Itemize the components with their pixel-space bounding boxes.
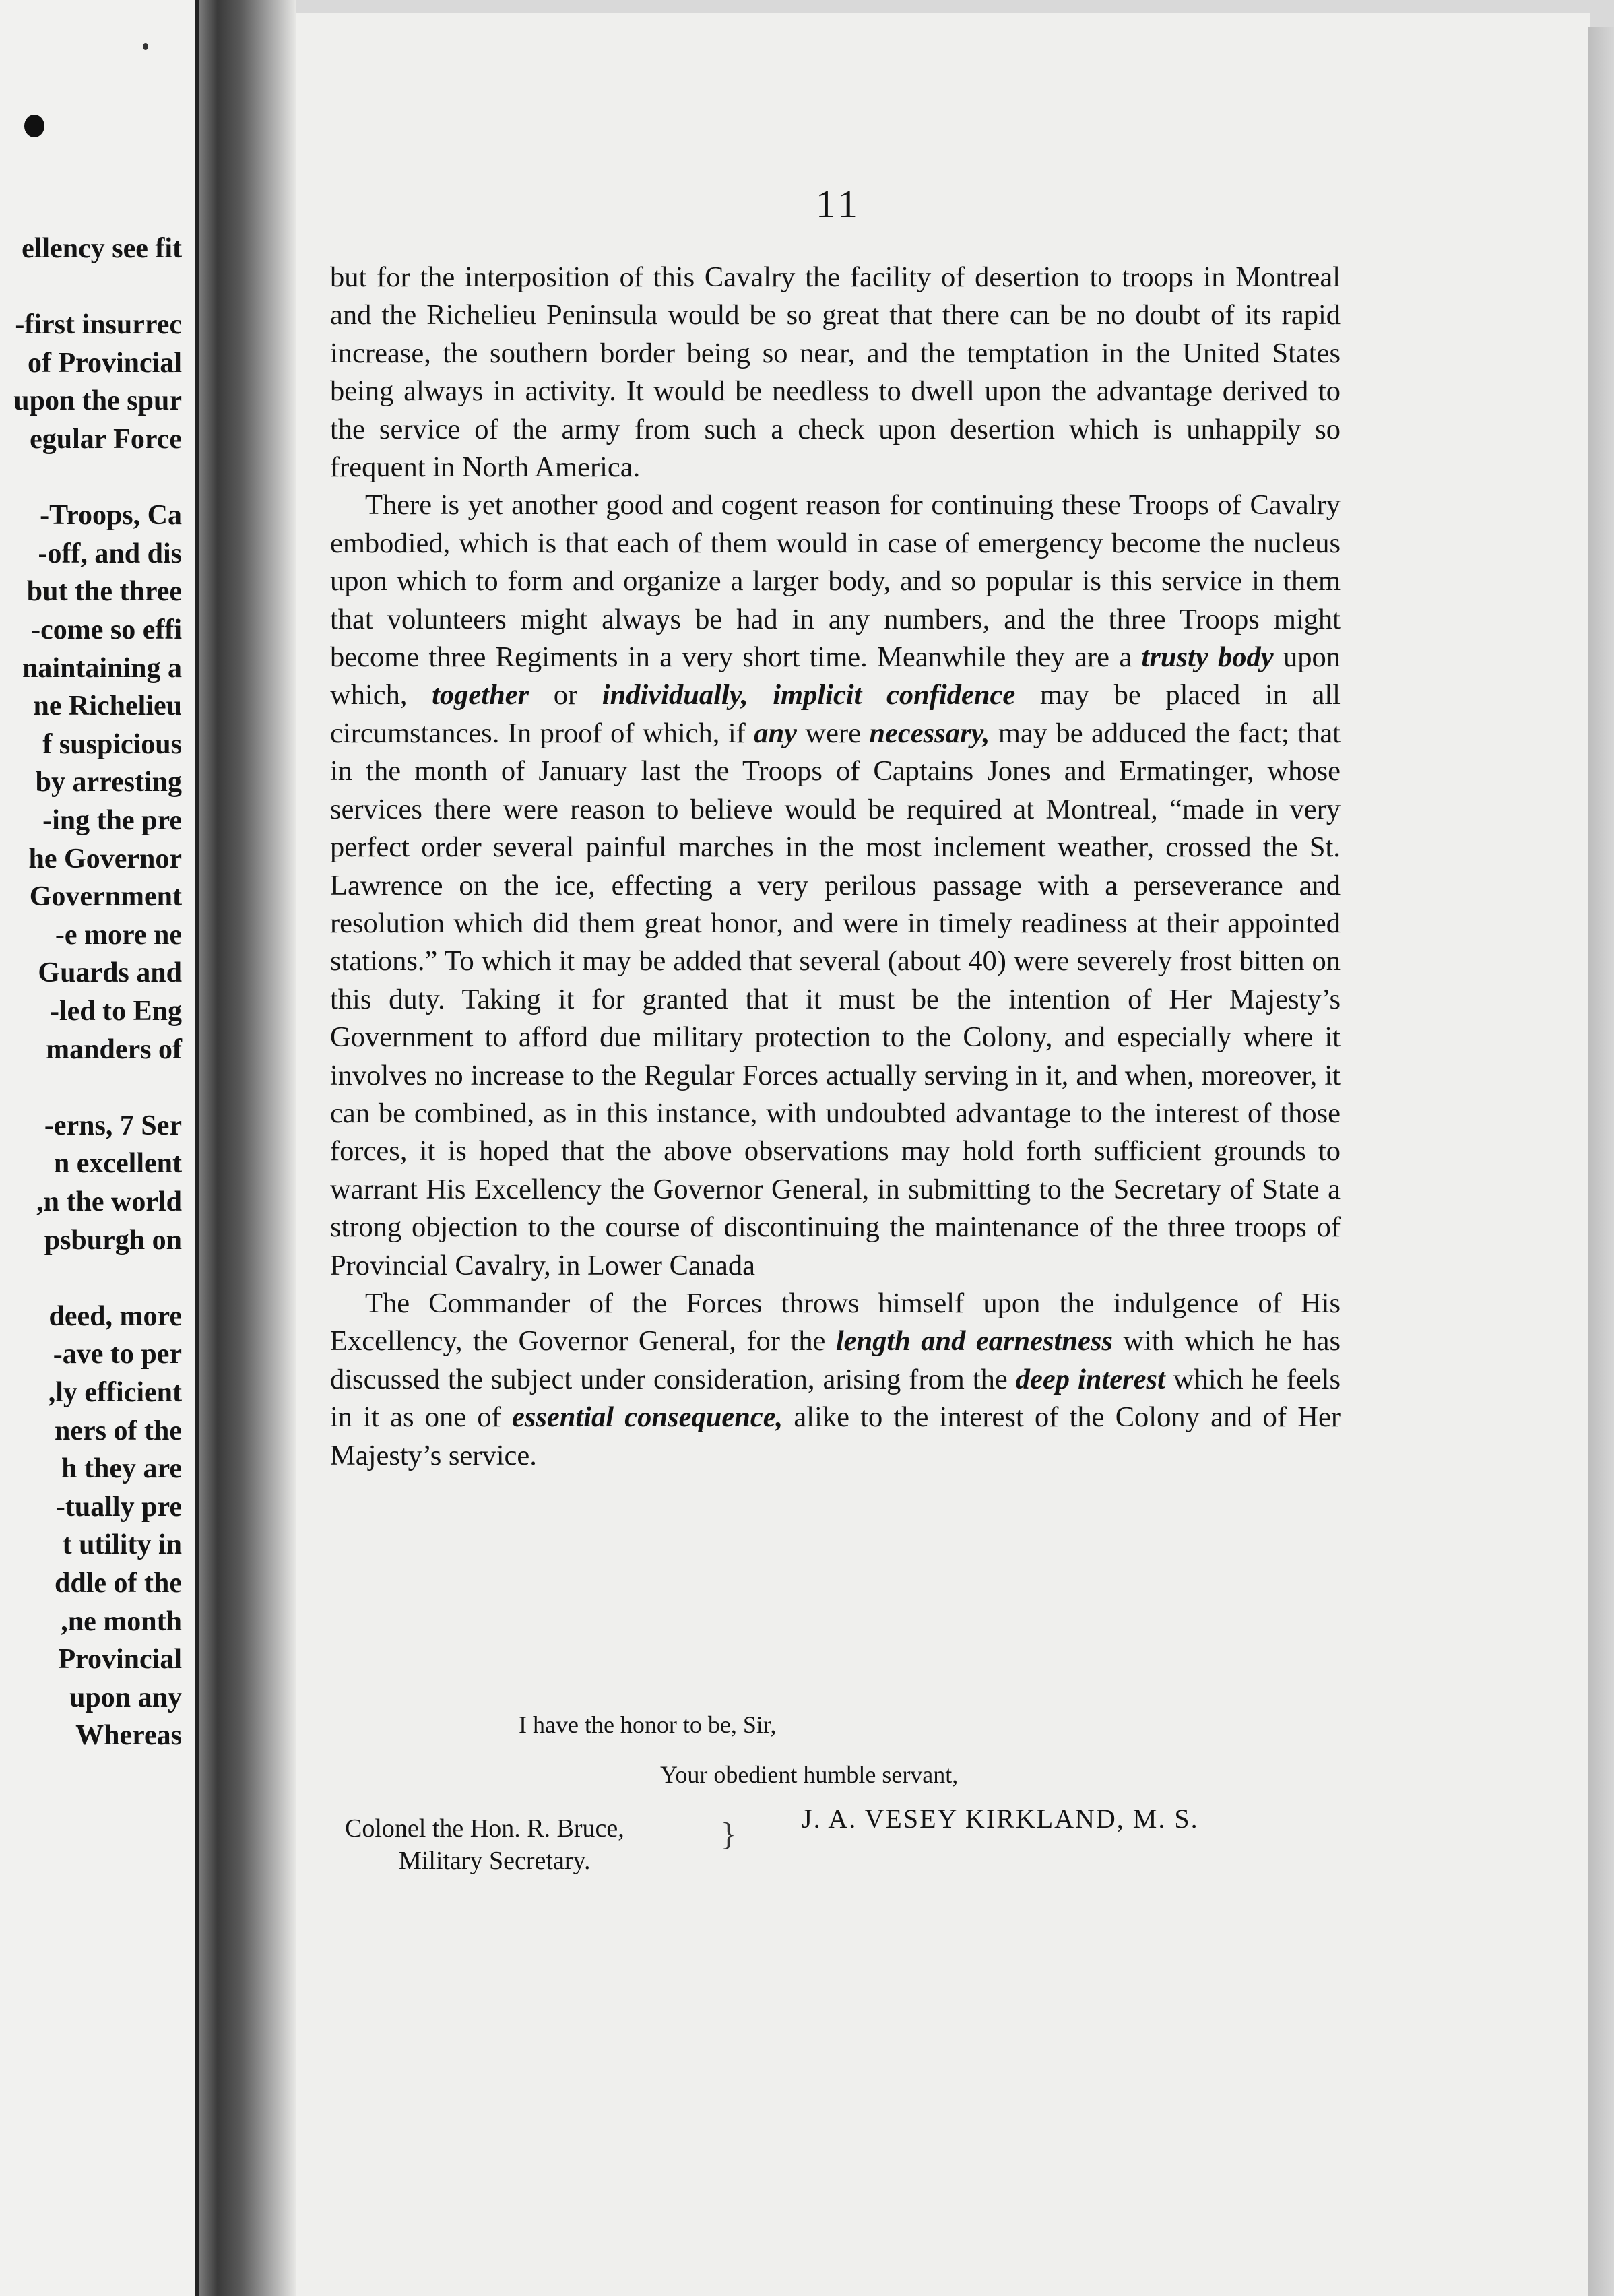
left-page-line: led to Eng- <box>49 996 182 1027</box>
left-page-line: ners of the <box>55 1415 182 1446</box>
left-page-line: he Governor <box>28 843 182 874</box>
left-page-line: egular Force <box>30 424 182 455</box>
brace-mark: } <box>721 1816 737 1852</box>
italic-phrase: length and earnestness <box>835 1325 1113 1358</box>
left-page-line <box>0 1068 195 1107</box>
left-page-line: h they are <box>61 1453 182 1485</box>
body-paragraph <box>330 259 1341 486</box>
left-page-line: Government <box>29 881 182 913</box>
left-page-line: first insurrec- <box>15 309 182 341</box>
left-page-line: ne Richelieu <box>33 691 182 722</box>
left-page-line: Troops, Ca- <box>40 500 182 532</box>
left-page-line: upon any <box>69 1682 182 1713</box>
left-page-line: n excellent <box>53 1148 182 1180</box>
italic-phrase: individually, implicit confidence <box>602 679 1016 711</box>
left-page-line: deed, more <box>49 1300 182 1332</box>
text-run: may be adduced the fact; that in the month of January last the Troops of Captains Jones and Ermatinger, whose services there were reason to believe would be required at Montreal, “made in very perfect order several painful marches in the most inclement weather, crossed the St. Lawrence on the ice, effecting a very perilous passage with a perseverance and resolution which did them great honor, and were in timely readiness at their appointed stations.” To which it may be added that several (about 40) were severely frost bitten on this duty. Taking it for granted that it must be the intention of Her Majesty’s Government to afford due military protection to the Colony, and especially where it involves no increase to the Regular Forces actually serving in it, and when, moreover, it can be combined, as in this instance, with undoubted advantage to the interest of those forces, it is hoped that the above observations may hold forth sufficient grounds to warrant His Excellency the Governor General, in submitting to the Secretary of State a strong objection to the course of discontinuing the maintenance of the three troops of Provincial Cavalry, in Lower Canada <box>330 717 1341 1281</box>
page-number: 11 <box>816 182 862 226</box>
left-page-line: off, and dis- <box>38 538 182 569</box>
left-page-line: erns, 7 Ser- <box>44 1110 182 1141</box>
text-run: were <box>796 717 870 749</box>
bullet-mark <box>24 115 44 137</box>
left-page-line: come so effi- <box>31 614 182 645</box>
addressee-line: Military Secretary. <box>399 1847 591 1875</box>
left-page-line <box>0 1258 195 1298</box>
left-page-line <box>0 267 195 307</box>
left-page-line: n the world, <box>36 1186 182 1217</box>
left-page-line: t utility in <box>62 1529 182 1561</box>
closing-line: I have the honor to be, Sir, <box>519 1711 777 1738</box>
italic-phrase: any <box>754 717 797 749</box>
text-run: There is yet another good and cogent reason for continuing these Troops of Cavalry embodied, which is that each of them would in case of emergency become the nucleus upon which to form and organize a larger body, and so popular is this service in them that volunteers might always be had in any numbers, and the three Troops might become three Regiments in a very short time. Meanwhile they are a <box>330 489 1341 674</box>
ink-speck <box>143 43 148 50</box>
left-page-line: Guards and <box>38 957 182 989</box>
left-page-line: ne month, <box>61 1605 182 1637</box>
left-page-line: ddle of the <box>55 1568 182 1599</box>
book-gutter-shadow <box>195 0 296 2296</box>
left-page-line <box>0 458 195 497</box>
letter-body <box>330 259 1341 1475</box>
addressee-line: Colonel the Hon. R. Bruce, <box>345 1814 624 1843</box>
left-page-line: tually pre- <box>55 1491 182 1523</box>
left-page-line: Whereas <box>75 1720 182 1752</box>
text-run: alike to the interest of the Colony and of Her Majesty’s service. <box>330 1401 1341 1471</box>
text-run: may be placed in all circumstances. In proof of which, if <box>330 679 1341 749</box>
italic-phrase: trusty body <box>1141 641 1274 674</box>
left-page-line: naintaining a <box>22 652 182 684</box>
left-page-line: ing the pre- <box>42 805 182 836</box>
left-page-line: but the three <box>26 576 182 608</box>
addressee-block <box>345 1812 749 1877</box>
italic-phrase: necessary, <box>869 717 990 749</box>
text-run: or <box>529 679 602 711</box>
body-paragraph <box>330 1285 1341 1475</box>
left-page-line: e more ne- <box>55 919 182 951</box>
left-page-edge <box>195 0 199 2296</box>
left-page-line: upon the spur <box>13 385 182 417</box>
left-page-line: by arresting <box>35 767 182 798</box>
right-page-edge <box>1588 27 1614 2296</box>
left-page-line: ly efficient, <box>48 1377 182 1408</box>
text-run: with which he has discussed the subject under consideration, arising from the <box>330 1325 1341 1395</box>
body-paragraph <box>330 486 1341 1285</box>
italic-phrase: essential consequence, <box>511 1401 783 1434</box>
left-page-line: Provincial <box>58 1644 182 1676</box>
signature-line: J. A. VESEY KIRKLAND, M. S. <box>802 1804 1199 1834</box>
left-page-line: psburgh on <box>44 1224 182 1256</box>
text-run: which he feels in it as one of <box>330 1363 1341 1434</box>
left-page-line: ellency see fit <box>22 233 182 264</box>
text-run: but for the interposition of this Cavalry the facility of desertion to troops in Montreal and the Richelieu Peninsula would be so great that there can be no doubt of its rapid increase, the southern border being so near, and the temptation in the United States being always in activity. It would be needless to dwell upon the advantage derived to the service of the army from such a check upon desertion which is unhappily so frequent in North America. <box>330 261 1341 484</box>
left-page-line: manders of <box>46 1033 182 1065</box>
left-page-line: ave to per- <box>53 1339 182 1370</box>
left-page-line: of Provincial <box>27 347 182 379</box>
left-page-line: f suspicious <box>42 728 182 760</box>
text-run: upon which, <box>330 641 1341 711</box>
salutation-line: Your obedient humble servant, <box>660 1761 959 1788</box>
text-run: The Commander of the Forces throws himself upon the indulgence of His Excellency, the Governor General, for the <box>330 1287 1341 1358</box>
left-facing-page <box>0 0 202 2296</box>
italic-phrase: deep interest <box>1015 1363 1165 1395</box>
italic-phrase: together <box>432 679 529 711</box>
